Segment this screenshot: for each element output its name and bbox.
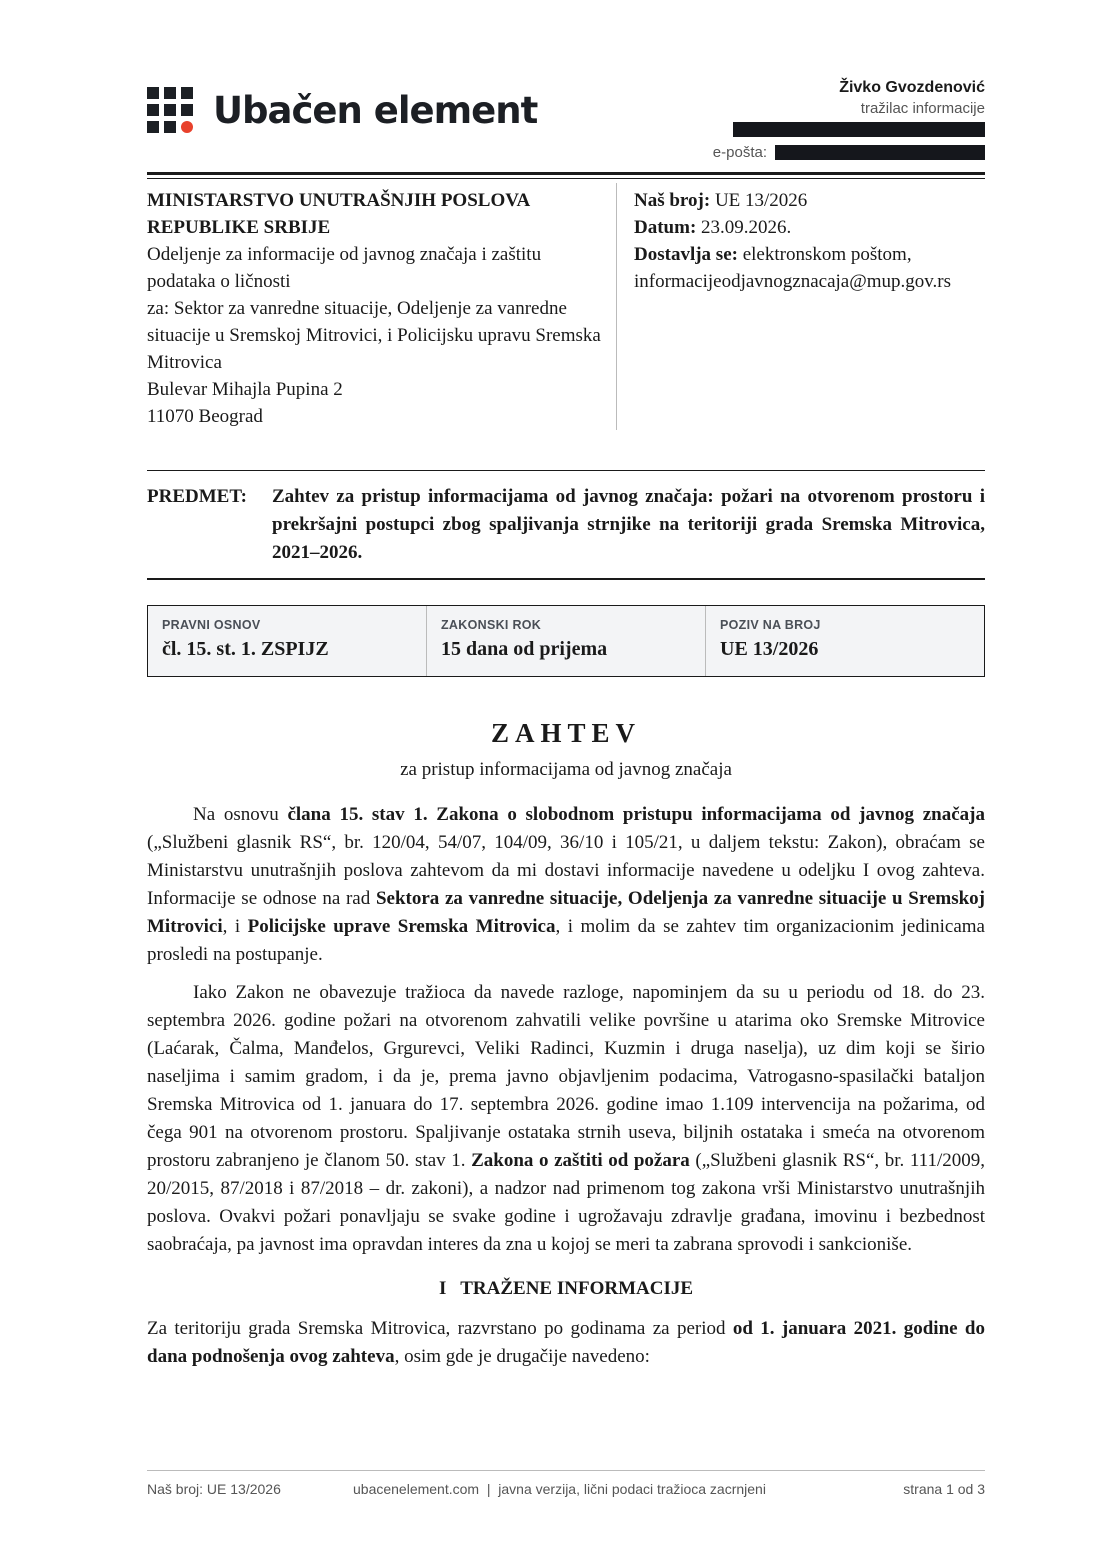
paragraph-3: Za teritoriju grada Sremska Mitrovica, razvrstano po godinama za period od 1. januara 2021. godine do dana podnošenja ovog zahteva, osim gde je drugačije navedeno: bbox=[147, 1318, 985, 1367]
email-label: e-pošta: bbox=[712, 144, 767, 161]
redacted-address bbox=[733, 122, 985, 137]
subject-text: Zahtev za pristup informacijama od javnog značaja: požari na otvorenom prostoru i prekršajni postupci zbog spaljivanja strnjike na teritoriji grada Sremska Mitrovica, 2021–2026. bbox=[272, 486, 985, 563]
logo-text: Ubačen element bbox=[213, 88, 538, 132]
footer-ref: Naš broj: UE 13/2026 bbox=[147, 1481, 281, 1497]
logo-grid-icon bbox=[147, 87, 193, 133]
requester-name: Živko Gvozdenović bbox=[839, 79, 985, 96]
redacted-email bbox=[775, 145, 985, 160]
document-title: ZAHTEV bbox=[490, 718, 642, 748]
footer-rule bbox=[147, 1470, 985, 1471]
date-label: Datum: bbox=[634, 217, 697, 238]
paragraph-2: Iako Zakon ne obavezuje tražioca da navede razloge, napominjem da su u periodu od 18. do 23. septembra 2026. godine požari na otvorenom zahvatili velike površine u atarima oko Sremske Mitrovice (Laćarak, Čalma, Manđelos, Grgurevci, Veliki Radinci, Kuzmin i druga naselja), uz dim koji se širio naseljima i samim gradom, i da je, prema javno objavljenim podacima, Vatrogasno-spasilački bataljon Sremska Mitrovica od 1. januara do 17. septembra 2026. godine imao 1.109 intervencija na požarima, od čega 901 na otvorenom prostoru. Spaljivanje ostataka strnih useva, biljnih ostataka i smeća na otvorenom prostoru zabranjeno je članom 50. stav 1. Zakona o zaštiti od požara („Službeni glasnik RS“, br. 111/2009, 20/2015, 87/2018 i 87/2018 – dr. zakoni), a nadzor nad primenom tog zakona vrši Ministarstvo unutrašnjih poslova. Ovakvi požari ponavljaju se svake godine i ugrožavaju zdravlje građana, imovinu i bezbednost saobraćaja, pa javnost ima opravdan interes da zna u kojoj se meri ta zabrana sprovodi i sankcioniše. bbox=[147, 982, 985, 1255]
recipient-for: za: Sektor za vanredne situacije, Odeljenje za vanredne situacije u Sremskoj Mitrovici, i Policijsku upravu Sremska Mitrovica bbox=[147, 298, 601, 373]
document-body bbox=[147, 801, 985, 1381]
info-cell-deadline bbox=[427, 606, 706, 676]
subject-top-rule bbox=[147, 470, 985, 471]
info-cell-label: POZIV NA BROJ bbox=[720, 618, 821, 632]
section-heading: I TRAŽENE INFORMACIJE bbox=[438, 1278, 694, 1299]
recipient-line2: REPUBLIKE SRBIJE bbox=[147, 217, 331, 238]
footer-site-link[interactable]: ubacenelement.com | javna verzija, lični podaci tražioca zacrnjeni bbox=[353, 1481, 766, 1497]
ref-value: UE 13/2026 bbox=[714, 190, 808, 211]
info-box bbox=[147, 605, 985, 677]
info-cell-value: 15 dana od prijema bbox=[441, 638, 608, 660]
document-page bbox=[147, 0, 985, 1556]
recipient-street: Bulevar Mihajla Pupina 2 bbox=[147, 379, 343, 400]
info-cell-legal-basis bbox=[148, 606, 427, 676]
info-cell-label: ZAKONSKI ROK bbox=[441, 618, 542, 632]
header-divider bbox=[147, 172, 985, 178]
date-value: 23.09.2026. bbox=[701, 217, 792, 238]
document-subtitle: za pristup informacijama od javnog značaja bbox=[400, 759, 732, 780]
subject-bottom-rule bbox=[147, 578, 985, 580]
recipient-department: Odeljenje za informacije od javnog značaja i zaštitu podataka o ličnosti bbox=[147, 244, 542, 292]
document-meta bbox=[634, 187, 985, 295]
info-cell-value: UE 13/2026 bbox=[720, 638, 819, 660]
info-cell-value: čl. 15. st. 1. ZSPIJZ bbox=[162, 638, 329, 660]
subject-block bbox=[147, 483, 985, 567]
logo bbox=[147, 84, 537, 136]
recipient-city: 11070 Beograd bbox=[147, 406, 263, 427]
subject-label: PREDMET: bbox=[147, 486, 247, 507]
delivery-value: elektronskom poštom, bbox=[742, 244, 912, 265]
delivery-email: informacijeodjavnogznacaja@mup.gov.rs bbox=[634, 271, 951, 292]
footer-page-number: strana 1 od 3 bbox=[903, 1481, 985, 1497]
ref-label: Naš broj: bbox=[634, 190, 711, 211]
delivery-label: Dostavlja se: bbox=[634, 244, 738, 265]
paragraph-1: Na osnovu člana 15. stav 1. Zakona o slobodnom pristupu informacijama od javnog značaja („Službeni glasnik RS“, br. 120/04, 54/07, 104/09, 36/10 i 105/21, u daljem tekstu: Zakon), obraćam se Ministarstvu unutrašnjih poslova zahtevom da mi dostavi informacije navedene u odeljku I ovog zahteva. Informacije se odnose na rad Sektora za vanredne situacije, Odeljenja za vanredne situacije u Sremskoj Mitrovici, i Policijske uprave Sremska Mitrovica, i molim da se zahtev tim organizacionim jedinicama prosledi na postupanje. bbox=[147, 804, 985, 965]
column-divider bbox=[616, 183, 617, 430]
recipient-address bbox=[147, 187, 607, 430]
info-cell-label: PRAVNI OSNOV bbox=[162, 618, 261, 632]
requester-role: tražilac informacije bbox=[860, 100, 985, 117]
info-cell-reference bbox=[706, 606, 984, 676]
requester-block bbox=[713, 78, 985, 161]
recipient-line1: MINISTARSTVO UNUTRAŠNJIH POSLOVA bbox=[147, 190, 531, 211]
